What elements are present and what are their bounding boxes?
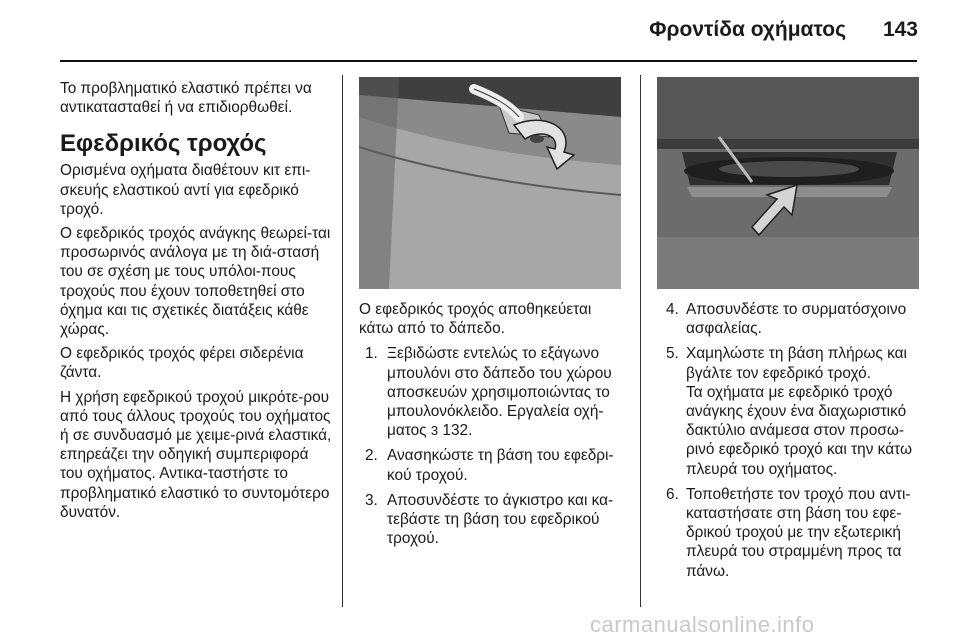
instruction-list: [666, 300, 928, 581]
header-rule: [60, 60, 917, 62]
section-heading: Εφεδρικός τροχός: [60, 130, 267, 158]
page-reference[interactable]: 132.: [438, 422, 473, 440]
column-3: [666, 300, 928, 587]
instruction-list: [359, 344, 624, 548]
spare-wheel-illustration: [657, 77, 919, 289]
column-2: [359, 300, 624, 554]
step-number: 4.: [666, 301, 679, 318]
step-number: 2.: [365, 447, 378, 465]
page-header: [0, 0, 960, 60]
column-divider: [640, 75, 641, 607]
list-item: [666, 344, 928, 478]
column-1: [60, 79, 332, 527]
step-number: 3.: [365, 491, 378, 509]
step-text: Ξεβιδώστε εντελώς το εξάγωνο μπουλόνι στο δάπεδο του χώρου αποσκευών χρησιμοποιώντας το μπουλονόκλειδο. Εργαλεία οχή-ματος: [387, 345, 612, 440]
paragraph: Η χρήση εφεδρικού τροχού μικρότε-ρου από τους άλλους τροχούς του οχήματος ή σε συνδυασμό με χειμε-ρινά ελαστικά, επηρεάζει την οδηγική συμπεριφορά του οχήματος. Αντικα-ταστήστε το προβληματικό ελαστικό το συντομότερο δυνατόν.: [60, 388, 332, 521]
step-text: Χαμηλώστε τη βάση πλήρως και βγάλτε τον εφεδρικό τροχό.: [686, 345, 907, 382]
intro-paragraph: Το προβληματικό ελαστικό πρέπει να αντικατασταθεί ή να επιδιορθωθεί.: [60, 80, 312, 117]
step-text: Τοποθετήστε τον τροχό που αντι-καταστήσατε στη βάση του εφε-δρικού τροχού με την εξωτερική πλευρά του στραμμένη προς τα πάνω.: [686, 485, 911, 580]
list-item: [666, 300, 928, 338]
trunk-floor-illustration: [359, 77, 621, 289]
section-title: Φροντίδα οχήματος: [649, 18, 846, 41]
page-reference-icon: 3: [430, 423, 439, 439]
step-number: 6.: [666, 485, 679, 503]
step-number: 5.: [666, 345, 679, 363]
intro-paragraph: Ο εφεδρικός τροχός αποθηκεύεται κάτω από το δάπεδο.: [359, 301, 592, 338]
step-note: Τα οχήματα με εφεδρικό τροχό ανάγκης έχουν ένα διαχωριστικό δακτύλιο ανάμεσα στον προσω-ρινό εφεδρικό τροχό και την κάτω πλευρά του οχήματος.: [686, 383, 912, 478]
watermark: carmanualsonline.info: [590, 612, 815, 637]
paragraph: Ο εφεδρικός τροχός ανάγκης θεωρεί-ται προσωρινός ανάλογα με τη διά-στασή του σε σχέση με τους υπόλοι-πους τροχούς που έχουν τοποθετηθεί στο όχημα και τις σχετικές διατάξεις κάθε χώρας.: [60, 225, 331, 339]
paragraph: Ορισμένα οχήματα διαθέτουν κιτ επι-σκευής ελαστικού αντί για εφεδρικό τροχό.: [60, 162, 311, 218]
step-text: Ανασηκώστε τη βάση του εφεδρι-κού τροχού.: [387, 447, 614, 484]
step-text: Αποσυνδέστε το άγκιστρο και κα-τεβάστε τη βάση του εφεδρικού τροχού.: [387, 491, 614, 548]
step-number: 1.: [365, 345, 378, 363]
list-item: [359, 344, 624, 440]
column-divider: [342, 75, 343, 607]
step-text: Αποσυνδέστε το συρματόσχοινο ασφαλείας.: [686, 301, 907, 338]
page-number: 143: [882, 18, 918, 41]
paragraph: Ο εφεδρικός τροχός φέρει σιδερένια ζάντα.: [60, 345, 304, 382]
list-item: [359, 491, 624, 549]
list-item: [666, 485, 928, 581]
list-item: [359, 446, 624, 484]
